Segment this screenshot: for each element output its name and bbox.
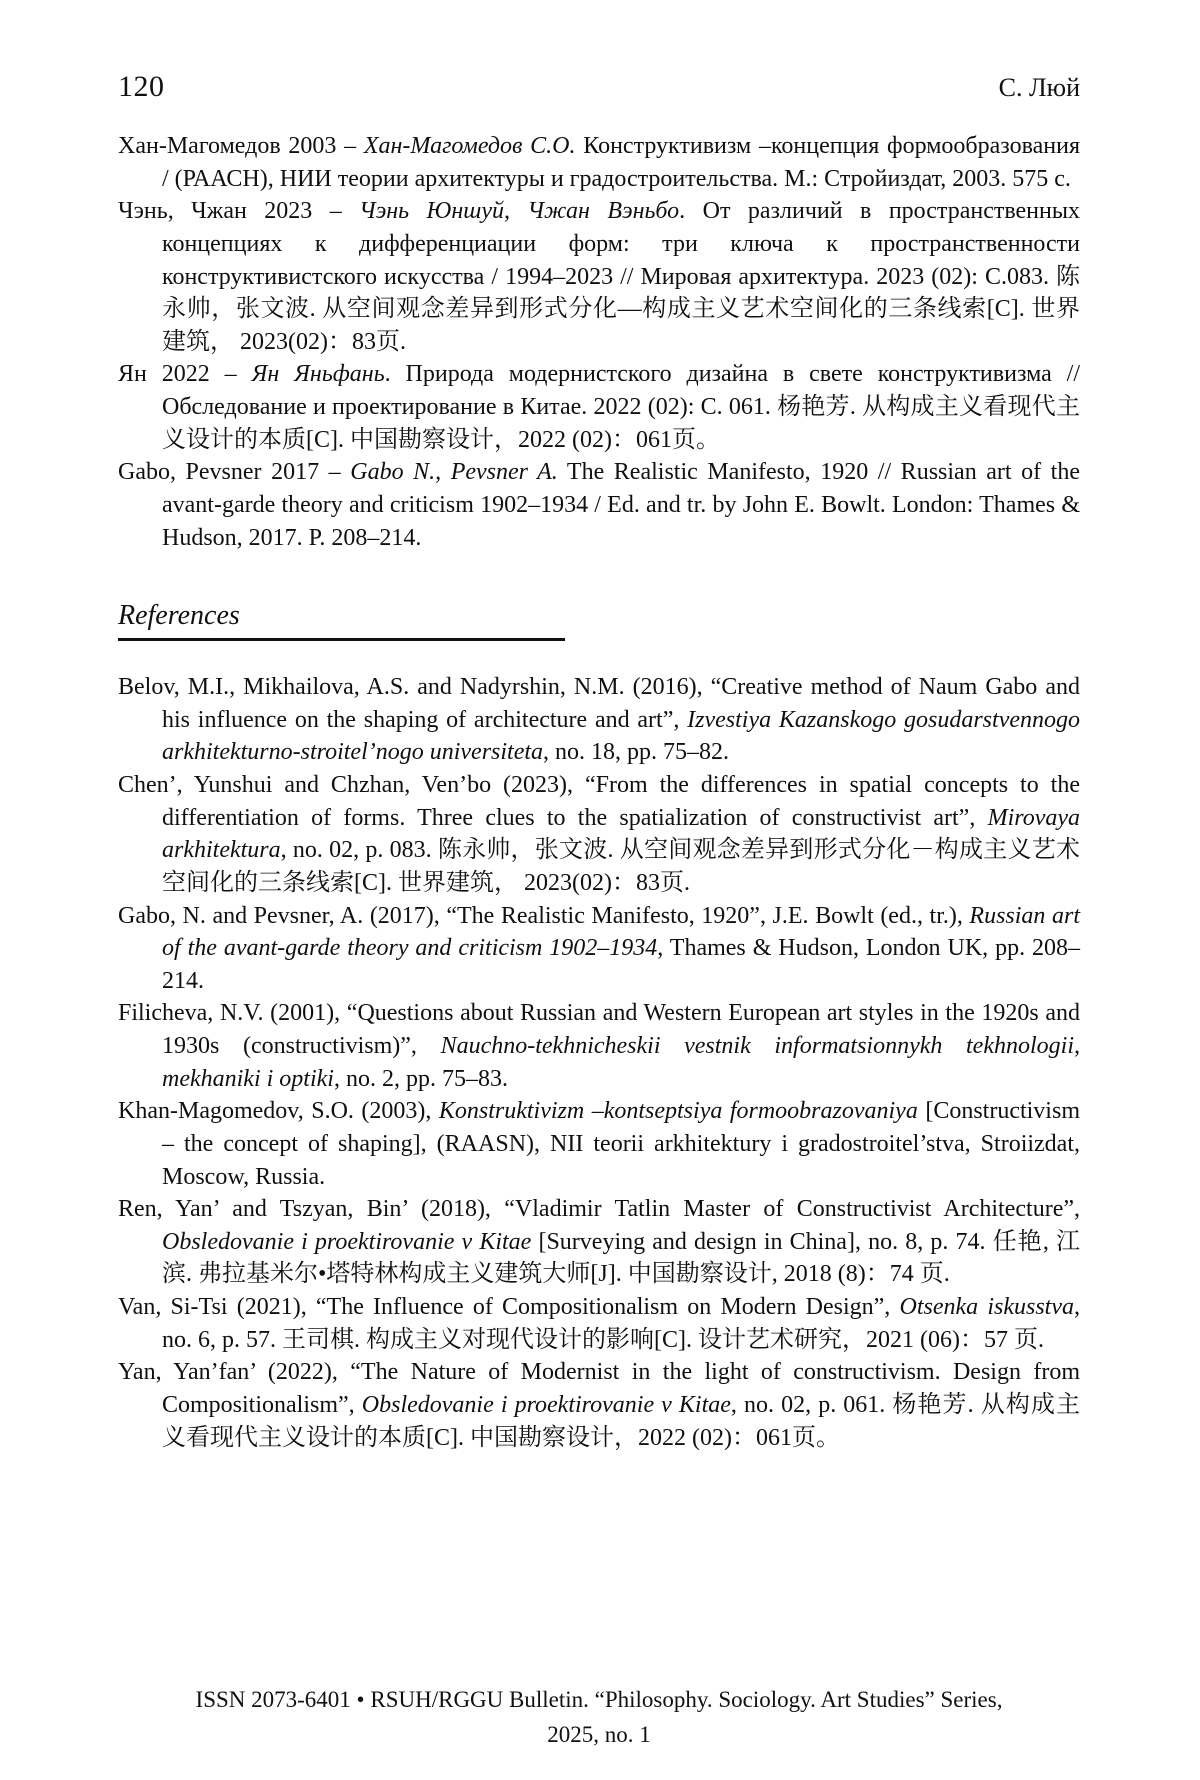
entry-italic-segment: Nauchno-tekhnicheskii vestnik informatsionnykh tekhnologii, mekhaniki i optiki <box>162 1033 1080 1092</box>
entry-text-segment: , Thames & Hudson, London UK, pp. 208–214. <box>162 935 1081 994</box>
entry-text-segment: Khan-Magomedov, S.O. (2003), <box>118 1098 439 1125</box>
entry-italic-segment: Konstruktivizm –kontseptsiya formoobrazovaniya <box>438 1098 918 1125</box>
entry-text-segment: , no. 2, pp. 75–83. <box>333 1065 508 1092</box>
entry-text-segment: Belov, M.I., Mikhailova, A.S. and Nadyrshin, N.M. (2016), “Creative method of Naum Gabo and his influence on the shaping of architecture and art”, <box>118 674 1080 733</box>
bib-entry <box>118 1095 1080 1193</box>
entry-text-segment: , no. 02, p. 061. 杨艳芳. 从构成主义看现代主义设计的本质[C]. 中国勘察设计，2022 (02)：061页。 <box>162 1391 1081 1451</box>
entry-text-segment: Чэнь, Чжан 2023 – <box>118 198 360 225</box>
running-head-author: С. Люй <box>998 73 1080 102</box>
bib-entry <box>118 1193 1080 1291</box>
entry-italic-segment: Otsenka iskusstva <box>899 1294 1074 1320</box>
bib-entry <box>118 769 1080 900</box>
references-heading: References <box>118 600 240 632</box>
entry-text-segment: Filicheva, N.V. (2001), “Questions about Russian and Western European art styles in the 1920s and 1930s (constructivism)”, <box>118 1000 1080 1059</box>
references-section <box>118 671 1080 1454</box>
entry-text-segment: . Природа модернистского дизайна в свете конструктивизма // Обследование и проектирование в Китае. 2022 (02): С. 061. 杨艳芳. 从构成主义看现代主义设计的本质[C]. 中国勘察设计，2022 (02)：061页。 <box>162 361 1080 453</box>
footer-line-1: ISSN 2073-6401 • RSUH/RGGU Bulletin. “Philosophy. Sociology. Art Studies” Series, <box>195 1687 1003 1712</box>
bib-entry <box>118 456 1080 554</box>
bib-entry <box>118 997 1080 1095</box>
entry-italic-segment: Izvestiya Kazanskogo gosudarstvennogo arkhitekturno-stroitel’nogo universiteta <box>162 706 1080 766</box>
entry-text-segment: Chen’, Yunshui and Chzhan, Ven’bo (2023), “From the differences in spatial concepts to the differentiation of forms. Three clues to the spatialization of constructivist art”, <box>118 772 1080 831</box>
bib-entry <box>118 358 1080 456</box>
entry-italic-segment: Obsledovanie i proektirovanie v Kitae <box>162 1228 532 1255</box>
entry-text-segment: The Realistic Manifesto, 1920 // Russian art of the avant-garde theory and criticism 1902–1934 / Ed. and tr. by John E. Bowlt. London: Thames & Hudson, 2017. P. 208–214. <box>162 459 1081 551</box>
entry-italic-segment: Чэнь Юншуй, Чжан Вэньбо <box>359 198 680 225</box>
entry-italic-segment: Ян Яньфань <box>251 361 385 388</box>
entry-text-segment: Конструктивизм –концепция формообразования / (РААСН), НИИ теории архитектуры и градостроительства. М.: Стройиздат, 2003. 575 с. <box>162 133 1080 192</box>
entry-text-segment: . От различий в пространственных концепциях к дифференциации форм: три ключа к пространственности конструктивистского искусства / 1994–2023 // Мировая архитектура. 2023 (02): С.083. 陈永帅，张文波. 从空间观念差异到形式分化—构成主义艺术空间化的三条线索[C]. 世界建筑， 2023(02)：83页. <box>162 198 1080 355</box>
entry-italic-segment: Obsledovanie i proektirovanie v Kitae <box>361 1391 731 1418</box>
bib-entry <box>118 1356 1080 1454</box>
bib-entry <box>118 195 1080 358</box>
entry-text-segment: Gabo, N. and Pevsner, A. (2017), “The Realistic Manifesto, 1920”, J.E. Bowlt (ed., tr.), <box>118 902 970 929</box>
entry-text-segment: , no. 02, p. 083. 陈永帅，张文波. 从空间观念差异到形式分化－构成主义艺术空间化的三条线索[C]. 世界建筑， 2023(02)：83页. <box>162 837 1080 896</box>
entry-text-segment: Хан-Магомедов 2003 – <box>118 133 364 159</box>
page-number: 120 <box>118 70 165 103</box>
page-header <box>118 70 1080 104</box>
entry-text-segment: Van, Si-Tsi (2021), “The Influence of Compositionalism on Modern Design”, <box>118 1294 900 1320</box>
entry-text-segment: , no. 18, pp. 75–82. <box>543 739 730 766</box>
bibliography-section <box>118 130 1080 554</box>
references-heading-rule <box>118 638 565 641</box>
footer-line-2: 2025, no. 1 <box>547 1721 651 1747</box>
entry-text-segment: Ян 2022 – <box>118 361 252 388</box>
entry-italic-segment: Хан-Магомедов С.О. <box>363 133 576 159</box>
entry-italic-segment: Russian art of the avant-garde theory and criticism 1902–1934 <box>162 902 1080 962</box>
bib-entry <box>118 1291 1080 1356</box>
entry-text-segment: Ren, Yan’ and Tszyan, Bin’ (2018), “Vladimir Tatlin Master of Constructivist Architecture”, <box>118 1196 1080 1223</box>
bib-entry <box>118 130 1080 195</box>
entry-italic-segment: Mirovaya arkhitektura <box>162 804 1080 864</box>
bib-entry <box>118 671 1080 769</box>
entry-text-segment: Yan, Yan’fan’ (2022), “The Nature of Modernist in the light of constructivism. Design from Compositionalism”, <box>118 1359 1080 1418</box>
bib-entry <box>118 900 1080 998</box>
entry-text-segment: , no. 6, p. 57. 王司棋. 构成主义对现代设计的影响[C]. 设计艺术研究，2021 (06)：57 页. <box>162 1294 1080 1353</box>
entry-text-segment: [Surveying and design in China], no. 8, p. 74. 任艳, 江滨. 弗拉基米尔•塔特林构成主义建筑大师[J]. 中国勘察设计, 2018 (8)：74 页. <box>162 1228 1081 1288</box>
page-footer <box>118 1683 1080 1752</box>
entry-text-segment: [Constructivism – the concept of shaping], (RAASN), NII teorii arkhitektury i gradostroitel’stva, Stroiizdat, Moscow, Russia. <box>162 1098 1080 1190</box>
entry-italic-segment: Gabo N., Pevsner A. <box>350 459 558 486</box>
entry-text-segment: Gabo, Pevsner 2017 – <box>118 459 351 486</box>
